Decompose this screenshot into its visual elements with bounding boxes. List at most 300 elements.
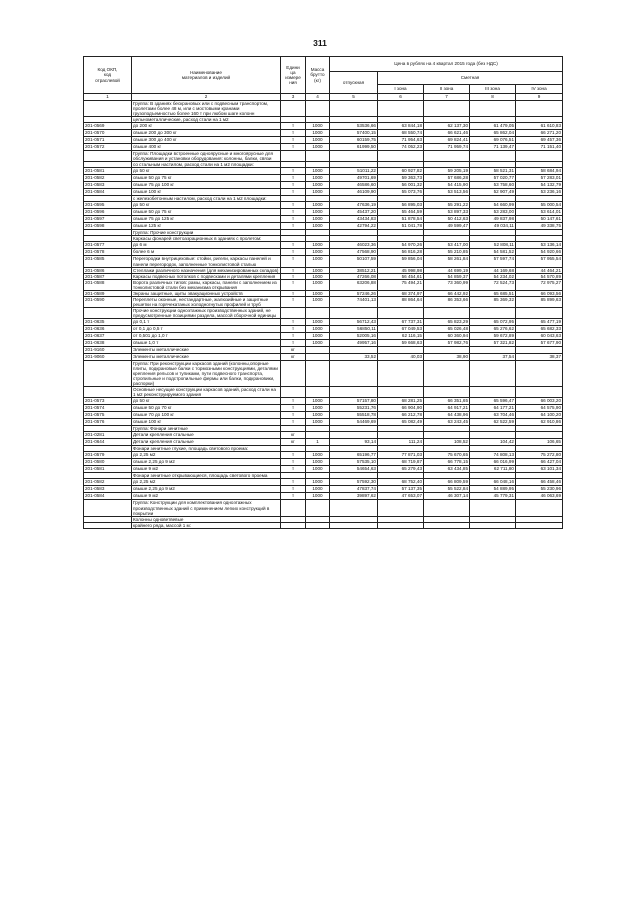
price-zone-1: 56 816,28 <box>378 249 424 256</box>
item-unit: т <box>281 256 306 267</box>
price-zone-3: 62 522,59 <box>470 419 516 426</box>
price-release: 46586,60 <box>330 182 378 189</box>
table-row <box>84 137 563 144</box>
empty-cell <box>306 101 330 117</box>
price-zone-1: 68 374,97 <box>378 290 424 296</box>
price-zone-1: 60 927,82 <box>378 168 424 175</box>
price-zone-4: 66 003,20 <box>516 398 563 405</box>
price-zone-4: 64 100,20 <box>516 412 563 419</box>
price-zone-1: 65 082,49 <box>378 419 424 426</box>
price-zone-4: 54 570,89 <box>516 273 563 279</box>
item-name: Элементы металлические <box>132 346 281 353</box>
group-row <box>84 387 563 398</box>
price-zone-4: 65 682,33 <box>516 325 563 332</box>
price-release: 33,52 <box>330 353 378 360</box>
price-zone-1: 51 878,54 <box>378 216 424 223</box>
item-code: 201-0581 <box>84 466 132 473</box>
price-zone-1: 67 049,53 <box>378 325 424 332</box>
price-zone-4: 44 464,21 <box>516 267 563 273</box>
item-name: свыше 9 м2 <box>132 493 281 500</box>
header-estimated: Сметная <box>378 72 563 85</box>
group-title: со стальным настилом, расход стали на 1 м2 площадки: <box>132 162 281 168</box>
table-row <box>84 479 563 486</box>
group-row <box>84 360 563 386</box>
item-name: свыше 70 до 100 кг <box>132 412 281 419</box>
price-zone-4: 57 955,54 <box>516 256 563 267</box>
empty-cell <box>516 360 563 386</box>
price-zone-3: 57 597,74 <box>470 256 516 267</box>
price-zone-3: 54 889,95 <box>470 486 516 493</box>
item-code: 201-0579 <box>84 452 132 459</box>
price-zone-1: 68 719,87 <box>378 459 424 466</box>
item-code: 201-0597 <box>84 216 132 223</box>
price-zone-3: 74 808,13 <box>470 452 516 459</box>
price-zone-2: 57 686,28 <box>424 175 470 182</box>
group-title: Фонари зенитные глухие, площадь светового проема: <box>132 446 281 452</box>
column-number: 7 <box>424 94 470 101</box>
price-zone-1: 66 904,90 <box>378 405 424 412</box>
item-name: более 6 м <box>132 249 281 256</box>
item-unit: т <box>281 412 306 419</box>
price-zone-2: 60 360,94 <box>424 332 470 339</box>
empty-cell <box>424 101 470 117</box>
empty-cell <box>306 522 330 528</box>
item-code: 201-9160 <box>84 346 132 353</box>
price-zone-4: 55 230,96 <box>516 486 563 493</box>
price-release: 61999,50 <box>330 144 378 151</box>
group-title: Группа: Фонари зенитные <box>132 426 281 432</box>
price-zone-2: 66 442,92 <box>424 290 470 296</box>
price-zone-3: 65 862,04 <box>470 130 516 137</box>
item-name: до 2,25 м2 <box>132 452 281 459</box>
item-unit: т <box>281 175 306 182</box>
item-code: 201-0281 <box>84 432 132 439</box>
item-unit: кг <box>281 346 306 353</box>
price-release: 54654,63 <box>330 466 378 473</box>
price-zone-3: 54 581,52 <box>470 249 516 256</box>
group-title: Основные несущие конструкции каркасов зданий, расход стали на 1 м2 реконструируемого здания <box>132 387 281 398</box>
item-unit: т <box>281 479 306 486</box>
price-release: 51011,22 <box>330 168 378 175</box>
table-row <box>84 439 563 446</box>
price-zone-4: 63 101,34 <box>516 466 563 473</box>
column-number: 6 <box>378 94 424 101</box>
price-release: 53536,66 <box>330 123 378 130</box>
item-unit: т <box>281 279 306 290</box>
price-zone-3: 66 016,99 <box>470 459 516 466</box>
price-zone-1: 74 052,23 <box>378 144 424 151</box>
item-mass: 1000 <box>306 189 330 196</box>
table-row <box>84 242 563 249</box>
price-release: 42794,22 <box>330 223 378 230</box>
item-unit: т <box>281 144 306 151</box>
item-code: 201-0637 <box>84 332 132 339</box>
item-unit: т <box>281 493 306 500</box>
item-code: 201-0636 <box>84 325 132 332</box>
item-mass: 1000 <box>306 223 330 230</box>
item-name: Стеллажи различного назначения (для механизированных складов) <box>132 267 281 273</box>
empty-cell <box>281 387 306 398</box>
item-code: 201-0572 <box>84 144 132 151</box>
price-zone-4: 66 427,04 <box>516 459 563 466</box>
item-code: 201-0595 <box>84 202 132 209</box>
empty-cell <box>378 151 424 162</box>
item-mass: 1000 <box>306 279 330 290</box>
column-number: 4 <box>306 94 330 101</box>
price-zone-4: 60 043,63 <box>516 332 563 339</box>
price-release: 57400,15 <box>330 130 378 137</box>
empty-cell <box>281 151 306 162</box>
empty-cell <box>378 101 424 117</box>
price-release: 46109,90 <box>330 189 378 196</box>
price-zone-1: 56 454,61 <box>378 273 424 279</box>
price-zone-2: 57 982,76 <box>424 339 470 346</box>
item-mass: 1000 <box>306 339 330 346</box>
price-zone-3: 69 076,51 <box>470 137 516 144</box>
item-unit: кг <box>281 439 306 446</box>
header-price-title: Цена в рублях на 4 квартал 2015 года (без НДС) <box>330 57 563 72</box>
item-mass: 1000 <box>306 452 330 459</box>
table-header-row <box>84 57 563 72</box>
table-row <box>84 249 563 256</box>
price-zone-1: 47 653,07 <box>378 493 424 500</box>
table-row <box>84 279 563 290</box>
group-title: Каркасы фонарей светоаэрационных в зданиях с пролетом: <box>132 236 281 242</box>
table-row <box>84 398 563 405</box>
price-zone-2: 66 621,46 <box>424 130 470 137</box>
price-zone-4: 69 457,36 <box>516 137 563 144</box>
price-zone-3: 65 596,47 <box>470 398 516 405</box>
item-name: свыше 9 м2 <box>132 466 281 473</box>
item-name: до 0,1 т <box>132 318 281 325</box>
empty-cell <box>330 360 378 386</box>
item-name: свыше 50 до 70 кг <box>132 405 281 412</box>
price-release: 63206,88 <box>330 279 378 290</box>
price-zone-1: 67 737,31 <box>378 318 424 325</box>
item-code: 201-0576 <box>84 419 132 426</box>
code-cell <box>84 522 132 528</box>
group-title: Группа: При реконструкции каркасов зданий (колонны,опорные плиты, подкрановые балки с тормозными конструкциями, деталями крепления рельсов и тупиками, пути подвесного транспорта, стропильные и подстропильные фермы или балки, подкрановики, распорки) <box>132 360 281 386</box>
item-name: Экраны защитные, щиты эвакуационных устройств <box>132 290 281 296</box>
item-code: 201-0589 <box>84 290 132 296</box>
empty-cell <box>306 307 330 318</box>
column-number-row <box>84 94 563 101</box>
price-zone-2: 46 307,14 <box>424 493 470 500</box>
item-mass: 1000 <box>306 216 330 223</box>
price-zone-4: 58 684,94 <box>516 168 563 175</box>
item-name: свыше 300 до 400 кг <box>132 137 281 144</box>
item-mass: 1000 <box>306 479 330 486</box>
price-zone-3: 44 169,68 <box>470 267 516 273</box>
price-zone-3: 62 711,80 <box>470 466 516 473</box>
price-zone-2: 69 824,41 <box>424 137 470 144</box>
empty-cell <box>330 101 378 117</box>
price-zone-3: 64 177,21 <box>470 405 516 412</box>
price-zone-4: 54 920,66 <box>516 249 563 256</box>
price-zone-2: 53 417,00 <box>424 242 470 249</box>
empty-cell <box>424 522 470 528</box>
price-zone-1: 59 856,04 <box>378 256 424 267</box>
table-row <box>84 466 563 473</box>
price-release: 47568,90 <box>330 249 378 256</box>
item-unit: т <box>281 267 306 273</box>
empty-cell <box>378 522 424 528</box>
price-zone-3: 85 369,32 <box>470 296 516 307</box>
price-zone-4: 64 575,90 <box>516 405 563 412</box>
price-release <box>330 432 378 439</box>
item-mass: 1000 <box>306 405 330 412</box>
price-zone-2: 55 291,22 <box>424 202 470 209</box>
item-name: свыше 400 кг <box>132 144 281 151</box>
price-zone-1: 40,03 <box>378 353 424 360</box>
price-zone-1 <box>378 346 424 353</box>
item-name: до 200 кг <box>132 123 281 130</box>
empty-cell <box>281 101 306 117</box>
price-zone-2: 66 778,15 <box>424 459 470 466</box>
item-mass: 1000 <box>306 242 330 249</box>
item-mass: 1000 <box>306 486 330 493</box>
table-row <box>84 130 563 137</box>
price-zone-1: 59 363,73 <box>378 175 424 182</box>
price-zone-3: 49 837,98 <box>470 216 516 223</box>
item-unit: т <box>281 202 306 209</box>
empty-cell <box>330 500 378 516</box>
table-row <box>84 168 563 175</box>
item-unit: т <box>281 398 306 405</box>
price-zone-1: 59 668,63 <box>378 339 424 346</box>
price-release: 49957,16 <box>330 339 378 346</box>
price-zone-1: 45 998,98 <box>378 267 424 273</box>
empty-cell <box>378 500 424 516</box>
price-zone-1: 65 279,43 <box>378 466 424 473</box>
item-name: Перегородки внутрицеховые: стойки, ригели, каркасы панелей и панели перегородок, заполненные тонколистовой сталью <box>132 256 281 267</box>
price-release: 54469,69 <box>330 419 378 426</box>
price-zone-4: 62 910,86 <box>516 419 563 426</box>
item-unit: т <box>281 486 306 493</box>
price-zone-3: 53 283,00 <box>470 209 516 216</box>
price-release: 55518,78 <box>330 412 378 419</box>
item-name: до 2,25 м2 <box>132 479 281 486</box>
price-zone-2: 63 243,45 <box>424 419 470 426</box>
price-zone-4 <box>516 346 563 353</box>
price-zone-2: 73 360,99 <box>424 279 470 290</box>
item-code: 201-0598 <box>84 223 132 230</box>
item-unit: т <box>281 223 306 230</box>
price-release: 93,14 <box>330 439 378 446</box>
item-code: 201-0586 <box>84 267 132 273</box>
item-mass: 1000 <box>306 466 330 473</box>
price-zone-2: 53 513,56 <box>424 189 470 196</box>
item-mass: 1000 <box>306 412 330 419</box>
item-code: 201-0575 <box>84 412 132 419</box>
price-zone-4: 57 283,01 <box>516 175 563 182</box>
item-mass: 1000 <box>306 249 330 256</box>
item-name: от 0,501 до 1,0 т <box>132 332 281 339</box>
table-row <box>84 353 563 360</box>
table-row <box>84 325 563 332</box>
empty-cell <box>516 151 563 162</box>
empty-cell <box>516 307 563 318</box>
price-zone-4: 85 899,63 <box>516 296 563 307</box>
price-zone-3: 71 139,47 <box>470 144 516 151</box>
price-release: 47837,74 <box>330 486 378 493</box>
item-unit: т <box>281 452 306 459</box>
item-code: 201-0577 <box>84 242 132 249</box>
item-name: Элементы металлические <box>132 353 281 360</box>
empty-cell <box>281 360 306 386</box>
item-unit: т <box>281 249 306 256</box>
empty-cell <box>424 500 470 516</box>
group-title: Колонны одноветвевые <box>132 516 281 522</box>
price-zone-2: 62 137,30 <box>424 123 470 130</box>
item-mass: 1000 <box>306 144 330 151</box>
price-zone-4: 46 063,69 <box>516 493 563 500</box>
item-name: свыше 200 до 300 кг <box>132 130 281 137</box>
table-row <box>84 223 563 230</box>
empty-cell <box>306 387 330 398</box>
empty-cell <box>424 360 470 386</box>
item-name: свыше 50 до 75 кг <box>132 175 281 182</box>
table-row <box>84 318 563 325</box>
item-mass: 1000 <box>306 325 330 332</box>
item-name: до 50 кг <box>132 398 281 405</box>
item-unit: т <box>281 296 306 307</box>
price-zone-2: 38,90 <box>424 353 470 360</box>
item-mass: 1000 <box>306 267 330 273</box>
price-zone-3: 54 234,02 <box>470 273 516 279</box>
empty-cell <box>281 307 306 318</box>
price-zone-2: 86 353,66 <box>424 296 470 307</box>
price-zone-2: 64 917,21 <box>424 405 470 412</box>
price-zone-1: 57 137,35 <box>378 486 424 493</box>
item-unit: т <box>281 405 306 412</box>
item-name: до 50 кг <box>132 168 281 175</box>
group-row <box>84 500 563 516</box>
group-title: крайнего ряда, массой 1 м: <box>132 522 281 528</box>
item-unit: т <box>281 216 306 223</box>
table-row <box>84 339 563 346</box>
item-name: свыше 125 кг <box>132 223 281 230</box>
item-mass: 1000 <box>306 290 330 296</box>
price-zone-1: 63 844,18 <box>378 123 424 130</box>
table-row <box>84 419 563 426</box>
price-zone-3: 57 020,77 <box>470 175 516 182</box>
item-unit: т <box>281 459 306 466</box>
price-zone-1: 55 073,76 <box>378 189 424 196</box>
price-zone-4: 61 610,83 <box>516 123 563 130</box>
price-zone-2 <box>424 432 470 439</box>
table-row <box>84 144 563 151</box>
price-zone-1: 54 970,26 <box>378 242 424 249</box>
item-mass <box>306 432 330 439</box>
price-release: 38512,21 <box>330 267 378 273</box>
item-mass: 1000 <box>306 202 330 209</box>
empty-cell <box>306 360 330 386</box>
price-zone-1: 75 494,21 <box>378 279 424 290</box>
price-zone-3: 58 521,31 <box>470 168 516 175</box>
group-title: Группа: Прочие конструкции <box>132 230 281 236</box>
price-zone-1: 62 116,15 <box>378 332 424 339</box>
price-zone-1: 71 954,63 <box>378 137 424 144</box>
price-zone-1: 66 212,78 <box>378 412 424 419</box>
price-zone-4: 53 236,16 <box>516 189 563 196</box>
item-code: 201-0570 <box>84 130 132 137</box>
price-zone-2: 75 670,65 <box>424 452 470 459</box>
item-mass: 1000 <box>306 398 330 405</box>
item-mass <box>306 353 330 360</box>
item-name: свыше 100 кг <box>132 419 281 426</box>
price-zone-4: 53 136,14 <box>516 242 563 249</box>
price-zone-3: 104,42 <box>470 439 516 446</box>
price-zone-2: 64 438,96 <box>424 412 470 419</box>
item-unit: т <box>281 189 306 196</box>
item-code: 201-0569 <box>84 123 132 130</box>
price-zone-2: 58 261,84 <box>424 256 470 267</box>
price-release: 56850,11 <box>330 325 378 332</box>
item-name: Переплеты оконные, нестандартные, жалюзийные и защитные решетки на горячекатаных холодногнутых профилей и труб <box>132 296 281 307</box>
empty-cell <box>306 151 330 162</box>
item-name: до 50 кг <box>132 202 281 209</box>
price-zone-1: 55 464,59 <box>378 209 424 216</box>
group-title: с железобетонным настилом, расход стали на 1 м2 площадки: <box>132 196 281 202</box>
code-cell <box>84 387 132 398</box>
price-zone-2: 55 522,84 <box>424 486 470 493</box>
table-row <box>84 189 563 196</box>
price-zone-1: 68 752,40 <box>378 479 424 486</box>
empty-cell <box>378 387 424 398</box>
price-zone-2: 54 415,90 <box>424 182 470 189</box>
price-release: 52005,16 <box>330 332 378 339</box>
item-unit: т <box>281 168 306 175</box>
item-name: Детали крепления стальные <box>132 439 281 446</box>
code-cell <box>84 151 132 162</box>
table-row <box>84 486 563 493</box>
item-unit: т <box>281 466 306 473</box>
price-zone-2: 53 897,33 <box>424 209 470 216</box>
price-zone-4: 66 271,20 <box>516 130 563 137</box>
price-release: 60159,75 <box>330 137 378 144</box>
price-zone-4: 106,65 <box>516 439 563 446</box>
column-number: 1 <box>84 94 132 101</box>
item-mass: 1000 <box>306 130 330 137</box>
price-zone-2: 108,52 <box>424 439 470 446</box>
empty-cell <box>378 307 424 318</box>
price-zone-1: 51 041,78 <box>378 223 424 230</box>
item-mass: 1000 <box>306 256 330 267</box>
header-release: отпускная <box>330 72 378 94</box>
group-row <box>84 151 563 162</box>
header-mass: Масса брутто (кг) <box>306 57 330 94</box>
price-zone-1: 56 895,03 <box>378 202 424 209</box>
price-zone-4: 71 151,40 <box>516 144 563 151</box>
header-code: Код ОКП, код отраслевой <box>84 57 132 94</box>
item-mass: 1000 <box>306 273 330 279</box>
item-mass: 1000 <box>306 209 330 216</box>
item-name: свыше 2,25 до 9 м2 <box>132 486 281 493</box>
price-release: 49701,69 <box>330 175 378 182</box>
price-zone-1: 111,24 <box>378 439 424 446</box>
item-code: 201-0588 <box>84 279 132 290</box>
header-name: Наименование материалов и изделий <box>132 57 281 94</box>
group-row <box>84 307 563 318</box>
price-release: 65196,77 <box>330 452 378 459</box>
item-unit: т <box>281 419 306 426</box>
group-title: Фонари зенитные открывающиеся, площадь светового проема <box>132 473 281 479</box>
empty-cell <box>516 522 563 528</box>
price-zone-4: 65 477,19 <box>516 318 563 325</box>
price-release: 56712,43 <box>330 318 378 325</box>
price-zone-3: 66 048,16 <box>470 479 516 486</box>
